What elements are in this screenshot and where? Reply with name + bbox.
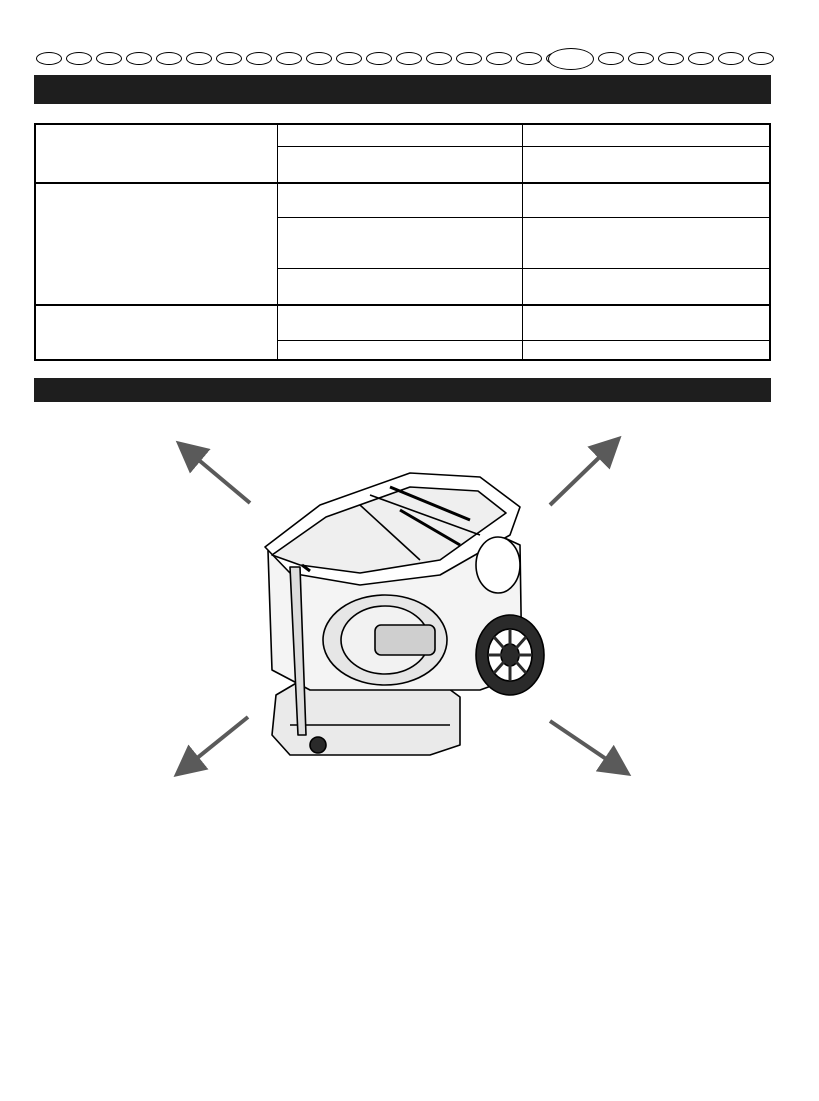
language-tab[interactable]: [658, 52, 684, 65]
section-header-specifications: [34, 75, 771, 104]
language-tab[interactable]: [336, 52, 362, 65]
table-group-label: [36, 304, 277, 359]
language-tab[interactable]: [96, 52, 122, 65]
table-group-label: [36, 182, 277, 304]
language-tab[interactable]: [456, 52, 482, 65]
table-cell: [522, 304, 769, 340]
language-tab[interactable]: [186, 52, 212, 65]
wheel: [476, 615, 544, 695]
table-cell: [277, 304, 522, 340]
table-cell: [277, 217, 522, 268]
language-selector: [36, 48, 776, 70]
diagonal-arrow-icon: [550, 721, 618, 767]
table-cell: [277, 125, 522, 146]
table-cell: [522, 182, 769, 217]
language-tab-active[interactable]: [548, 48, 594, 70]
language-tab[interactable]: [216, 52, 242, 65]
language-tab[interactable]: [426, 52, 452, 65]
table-cell: [522, 340, 769, 359]
language-tab[interactable]: [156, 52, 182, 65]
diagonal-arrow-icon: [550, 447, 610, 505]
table-cell: [522, 268, 769, 304]
table-cell: [522, 146, 769, 182]
machine-figure: [160, 425, 640, 785]
section-header-illustration: [34, 378, 771, 402]
language-tab[interactable]: [688, 52, 714, 65]
table-group-label: [36, 125, 277, 182]
language-tab[interactable]: [628, 52, 654, 65]
wheeled-machine-illustration: [265, 473, 544, 755]
language-tab[interactable]: [366, 52, 392, 65]
language-tab[interactable]: [66, 52, 92, 65]
table-cell: [277, 182, 522, 217]
diagonal-arrow-icon: [188, 451, 250, 503]
table-cell: [277, 268, 522, 304]
table-cell: [522, 125, 769, 146]
language-tab[interactable]: [516, 52, 542, 65]
language-tab[interactable]: [36, 52, 62, 65]
table-cell: [277, 340, 522, 359]
language-tab[interactable]: [276, 52, 302, 65]
language-tab[interactable]: [718, 52, 744, 65]
language-tab[interactable]: [306, 52, 332, 65]
table-cell: [277, 146, 522, 182]
specification-table: [34, 123, 771, 361]
diagonal-arrow-icon: [186, 717, 248, 767]
language-tab[interactable]: [748, 52, 774, 65]
language-tab[interactable]: [598, 52, 624, 65]
language-tab[interactable]: [396, 52, 422, 65]
language-tab[interactable]: [486, 52, 512, 65]
language-tab[interactable]: [246, 52, 272, 65]
table-cell: [522, 217, 769, 268]
language-tab[interactable]: [126, 52, 152, 65]
